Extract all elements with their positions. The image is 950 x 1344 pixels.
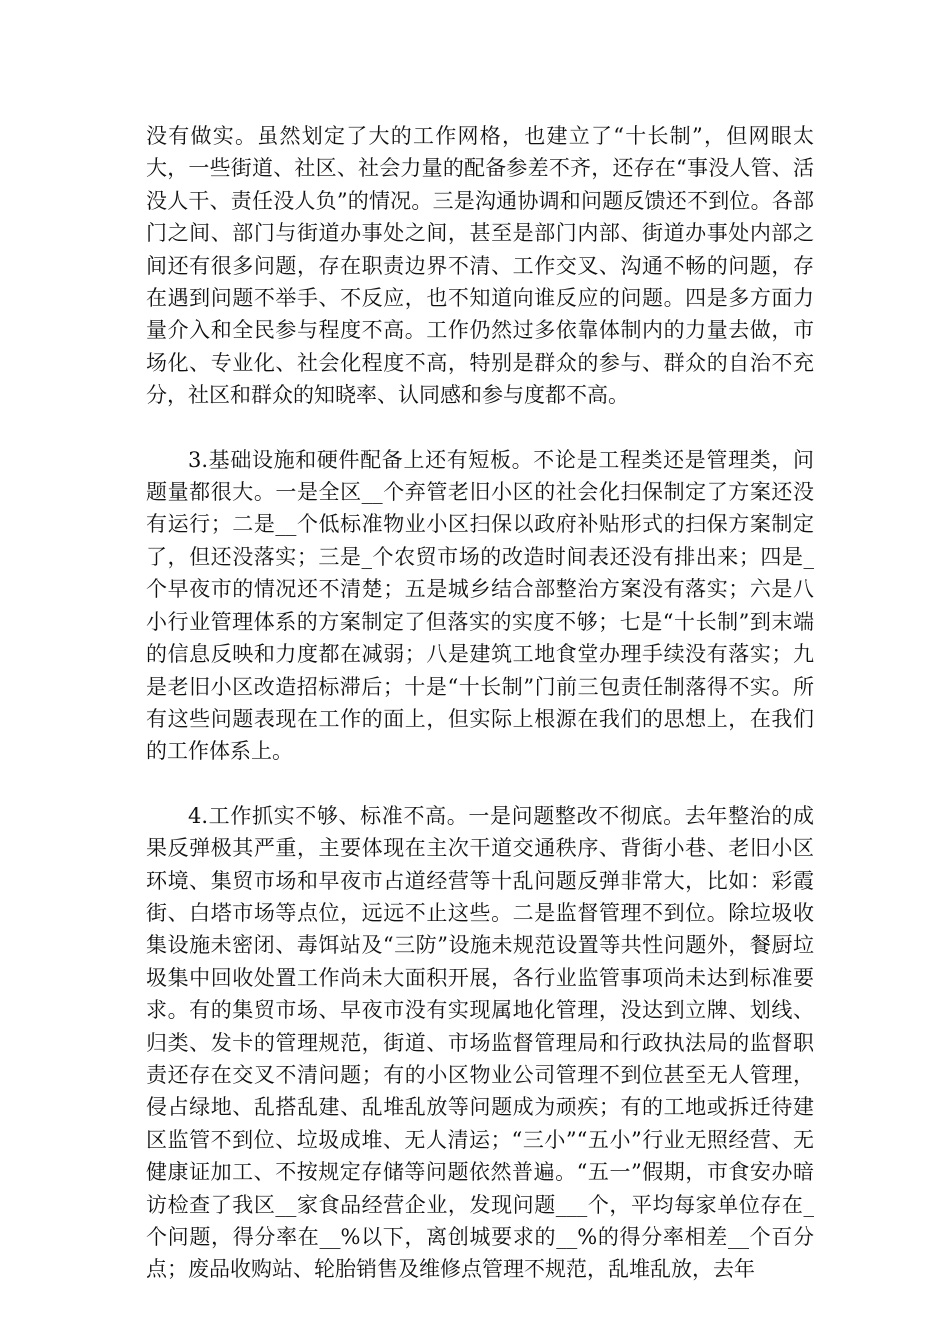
paragraph-gap	[146, 768, 814, 800]
paragraph-item-3: 3.基础设施和硬件配备上还有短板。不论是工程类还是管理类，问题量都很大。一是全区__个弃管老旧小区的社会化扫保制定了方案还没有运行；二是__个低标准物业小区扫保以政府补贴形式的扫保方案制定了，但还没落实；三是_个农贸市场的改造时间表还没有排出来；四是_个早夜市的情况还不清楚；五是城乡结合部整治方案没有落实；六是八小行业管理体系的方案制定了但落实的实度不够；七是“十长制”到末端的信息反映和力度都在减弱；八是建筑工地食堂办理手续没有落实；九是老旧小区改造招标滞后；十是“十长制”门前三包责任制落得不实。所有这些问题表现在工作的面上，但实际上根源在我们的思想上，在我们的工作体系上。	[146, 447, 814, 764]
paragraph-gap	[146, 412, 814, 444]
document-page	[146, 120, 814, 1286]
paragraph-item-4: 4.工作抓实不够、标准不高。一是问题整改不彻底。去年整治的成果反弹极其严重，主要体现在主次干道交通秩序、背街小巷、老旧小区环境、集贸市场和早夜市占道经营等十乱问题反弹非常大，比如：彩霞街、白塔市场等点位，远远不止这些。二是监督管理不到位。除垃圾收集设施未密闭、毒饵站及“三防”设施未规范设置等共性问题外，餐厨垃圾集中回收处置工作尚未大面积开展，各行业监管事项尚未达到标准要求。有的集贸市场、早夜市没有实现属地化管理，没达到立牌、划线、归类、发卡的管理规范，街道、市场监督管理局和行政执法局的监督职责还存在交叉不清问题；有的小区物业公司管理不到位甚至无人管理，侵占绿地、乱搭乱建、乱堆乱放等问题成为顽疾；有的工地或拆迁待建区监管不到位、垃圾成堆、无人清运；“三小”“五小”行业无照经营、无健康证加工、不按规定存储等问题依然普遍。“五一”假期，市食安办暗访检查了我区__家食品经营企业，发现问题___个，平均每家单位存在_个问题，得分率在__%以下，离创城要求的__%的得分率相差__个百分点；废品收购站、轮胎销售及维修点管理不规范，乱堆乱放，去年	[146, 803, 814, 1282]
paragraph-continuation: 没有做实。虽然划定了大的工作网格，也建立了“十长制”，但网眼太大，一些街道、社区、社会力量的配备参差不齐，还存在“事没人管、活没人干、责任没人负”的情况。三是沟通协调和问题反馈还不到位。各部门之间、部门与街道办事处之间，甚至是部门内部、街道办事处内部之间还有很多问题，存在职责边界不清、工作交叉、沟通不畅的问题，存在遇到问题不举手、不反应，也不知道向谁反应的问题。四是多方面力量介入和全民参与程度不高。工作仍然过多依靠体制内的力量去做，市场化、专业化、社会化程度不高，特别是群众的参与、群众的自治不充分，社区和群众的知晓率、认同感和参与度都不高。	[146, 124, 814, 408]
